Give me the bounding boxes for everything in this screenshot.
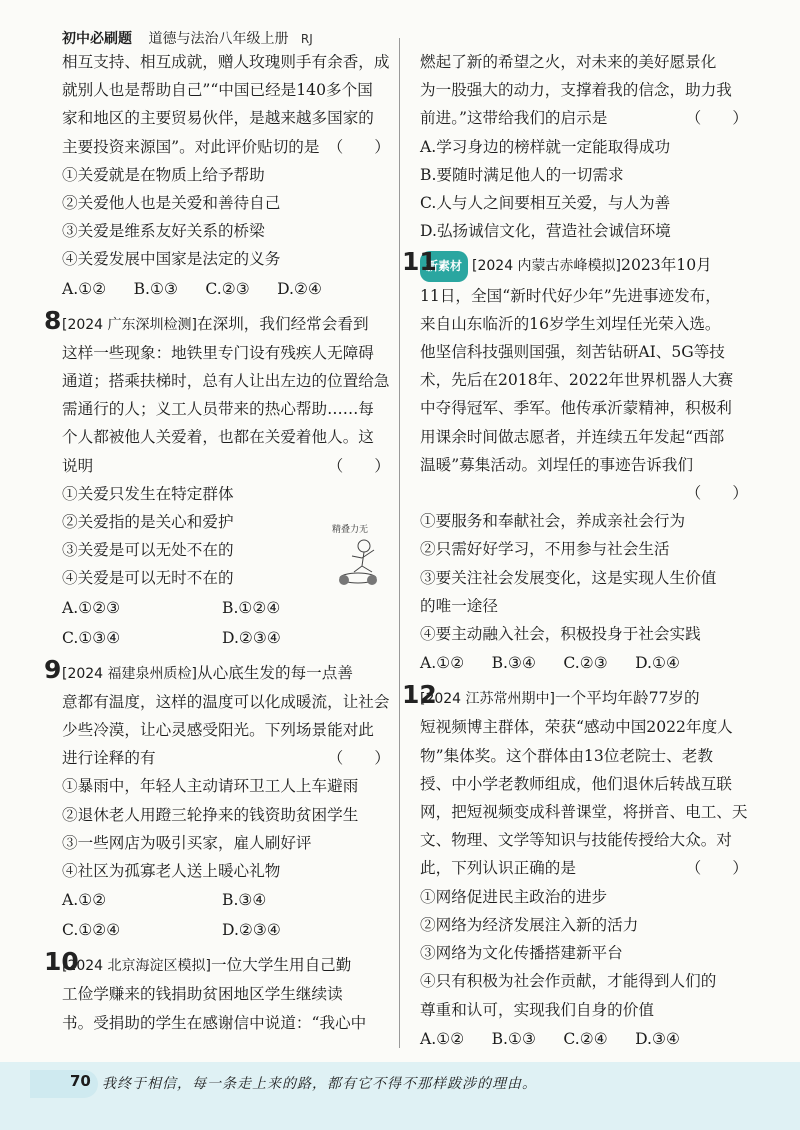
text-line: 燃起了新的希望之火，对未来的美好愿景化 <box>420 53 717 71</box>
answer-options <box>420 1024 680 1054</box>
text-line: 温暖”募集活动。刘埕任的事迹告诉我们 <box>420 455 694 474</box>
option-a: A.①② <box>62 891 107 910</box>
option-d: D.②③④ <box>222 921 281 940</box>
statement-item: ③一些网店为吸引买家，雇人刷好评 <box>62 833 312 852</box>
option-c: C.②③ <box>205 279 250 298</box>
statement-item: ③要关注社会发展变化，这是实现人生价值 <box>420 568 717 587</box>
source-tag: [2024 福建泉州质检] <box>62 665 198 682</box>
text-line: 物”集体奖。这个群体由13位老院士、老教 <box>420 746 713 765</box>
option-d: D.③④ <box>635 1029 680 1048</box>
answer-blank: （ ） <box>327 137 390 156</box>
statement-item: ①要服务和奉献社会，养成亲社会行为 <box>420 512 686 531</box>
answer-blank: （ ） <box>685 484 748 503</box>
option-a: A.①② <box>420 1029 465 1048</box>
statement-item: ④关爱发展中国家是法定的义务 <box>62 250 281 269</box>
answer-blank: （ ） <box>685 109 748 128</box>
question-9 <box>44 654 390 946</box>
text-line: 用课余时间做志愿者，并连续五年发起“西部 <box>420 427 725 446</box>
text-line: 主要投资来源国”。对此评价贴切的是 <box>62 137 320 156</box>
option-c: C.人与人之间要相互关爱，与人为善 <box>420 194 671 213</box>
source-tag: [2024 广东深圳检测] <box>62 316 198 333</box>
option-c: C.②④ <box>563 1029 608 1048</box>
question-10-continued <box>420 48 748 245</box>
statement-item: ②关爱他人也是关爱和善待自己 <box>62 194 281 213</box>
statement-item: ①网络促进民主政治的进步 <box>420 887 608 906</box>
text-line: 少些冷漠，让心灵感受阳光。下列场景能对此 <box>62 721 374 740</box>
source-tag: [2024 北京海淀区模拟] <box>62 958 212 975</box>
column-divider <box>399 38 400 1048</box>
statement-item: ③关爱是可以无处不在的 <box>62 541 234 560</box>
statement-item: ④关爱是可以无时不在的 <box>62 569 234 588</box>
answer-options <box>62 885 390 945</box>
text-line: 在深圳，我们经常会看到 <box>197 314 369 333</box>
right-column <box>402 48 748 1054</box>
text-line: 相互支持、相互成就，赠人玫瑰则手有余香，成 <box>62 53 390 71</box>
series-title: 初中必刷题 <box>62 31 132 47</box>
statement-item: ④只有积极为社会作贡献，才能得到人们的 <box>420 972 717 991</box>
text-line: 这样一些现象：地铁里专门设有残疾人无障碍 <box>62 343 374 362</box>
source-tag: [2024 内蒙古赤峰模拟] <box>472 258 622 275</box>
statement-item: 的唯一途径 <box>420 596 498 615</box>
page-footer <box>0 1062 800 1130</box>
option-d: D.②③④ <box>222 628 281 647</box>
question-number: 9 <box>44 654 62 684</box>
text-line: 前进。”这带给我们的启示是 <box>420 109 608 128</box>
text-line: 意都有温度，这样的温度可以化成暖流，让社会 <box>62 692 390 711</box>
text-line: 来自山东临沂的16岁学生刘埕任光荣入选。 <box>420 314 721 333</box>
statement-item: ②网络为经济发展注入新的活力 <box>420 915 639 934</box>
statement-item: ①关爱只发生在特定群体 <box>62 484 234 503</box>
statement-item: ③关爱是维系友好关系的桥梁 <box>62 222 265 241</box>
text-line: 中夺得冠军、季军。他传承沂蒙精神，积极利 <box>420 399 732 418</box>
answer-blank: （ ） <box>327 749 390 768</box>
text-line: 短视频博主群体，荣获“感动中国2022年度人 <box>420 718 733 737</box>
answer-options <box>420 648 680 678</box>
statement-item: ②关爱指的是关心和爱护 <box>62 513 234 532</box>
text-line: 家和地区的主要贸易伙伴，是越来越多国家的 <box>62 109 374 128</box>
option-d: D.①④ <box>635 654 680 673</box>
edition-label: RJ <box>300 32 313 46</box>
text-line: 个人都被他人关爱着，也都在关爱着他人。这 <box>62 428 374 447</box>
answer-blank: （ ） <box>685 859 748 878</box>
question-11 <box>402 247 748 678</box>
option-b: B.③④ <box>491 654 536 673</box>
sketch-caption: 精叠力无 <box>332 525 369 535</box>
text-line: 一位大学生用自己勤 <box>211 956 352 975</box>
option-a: A.①②③ <box>62 598 121 617</box>
option-d: D.弘扬诚信文化，营造社会诚信环境 <box>420 222 671 241</box>
option-a: A.学习身边的榜样就一定能取得成功 <box>420 137 671 156</box>
statement-item: ②退休老人用蹬三轮挣来的钱资助贫困学生 <box>62 805 359 824</box>
text-line: 2023年10月 <box>621 256 712 275</box>
question-7-continued <box>62 48 390 304</box>
option-c: C.①②④ <box>62 921 121 940</box>
text-line: 文、物理、文学等知识与技能传授给大众。对 <box>420 831 732 850</box>
text-line: 工俭学赚来的钱捐助贫困地区学生继续读 <box>62 985 343 1004</box>
text-line: 需通行的人；义工人员带来的热心帮助……每 <box>62 400 374 419</box>
statement-item: ④社区为孤寡老人送上暖心礼物 <box>62 862 281 881</box>
statement-item: ②只需好好学习，不用参与社会生活 <box>420 540 670 559</box>
statement-item: 尊重和认可，实现我们自身的价值 <box>420 1000 654 1019</box>
option-b: B.③④ <box>222 891 267 910</box>
text-line: 此，下列认识正确的是 <box>420 859 576 878</box>
source-tag: [2024 江苏常州期中] <box>420 691 556 708</box>
option-b: B.①③ <box>133 279 178 298</box>
option-a: A.①② <box>420 654 465 673</box>
option-d: D.②④ <box>277 279 322 298</box>
option-b: B.①③ <box>491 1029 536 1048</box>
answer-options <box>62 274 322 304</box>
text-line: 书。受捐助的学生在感谢信中说道：“我心中 <box>62 1013 367 1032</box>
text-line: 为一股强大的动力，支撑着我的信念，助力我 <box>420 81 732 100</box>
page-number: 70 <box>70 1072 91 1090</box>
statement-item: ①关爱就是在物质上给予帮助 <box>62 165 265 184</box>
text-line: 从心底生发的每一点善 <box>197 663 353 682</box>
question-number: 10 <box>44 947 79 977</box>
statement-item: ④要主动融入社会，积极投身于社会实践 <box>420 625 701 644</box>
text-line: 他坚信科技强则国强，刻苦钻研AI、5G等技 <box>420 343 725 362</box>
question-number: 8 <box>44 305 62 335</box>
text-line: 术，先后在2018年、2022年世界机器人大赛 <box>420 371 734 390</box>
option-a: A.①② <box>62 279 107 298</box>
footer-quote: 我终于相信，每一条走上来的路，都有它不得不那样跋涉的理由。 <box>102 1076 537 1092</box>
text-line: 11日，全国“新时代好少年”先进事迹发布， <box>420 286 721 305</box>
option-b: B.要随时满足他人的一切需求 <box>420 165 624 184</box>
question-12 <box>402 680 748 1053</box>
text-line: 进行诠释的有 <box>62 749 156 768</box>
answer-blank: （ ） <box>327 456 390 475</box>
question-8 <box>44 305 390 653</box>
text-line: 说明 <box>62 456 94 475</box>
answer-options <box>62 593 390 653</box>
text-line: 就别人也是帮助自己”“中国已经是140多个国 <box>62 81 373 100</box>
text-line: 一个平均年龄77岁的 <box>555 689 700 708</box>
option-c: C.②③ <box>563 654 608 673</box>
question-number: 12 <box>402 680 437 710</box>
statement-item: ③网络为文化传播搭建新平台 <box>420 944 623 963</box>
subject-title: 道德与法治八年级上册 <box>148 31 289 47</box>
text-line: 授、中小学老教师组成，他们退休后转战互联 <box>420 774 732 793</box>
option-b: B.①②④ <box>222 598 281 617</box>
text-line: 网，把短视频变成科普课堂，将拼音、电工、天 <box>420 803 748 822</box>
new-material-badge: 新素材 <box>420 251 468 281</box>
question-10 <box>44 947 390 1037</box>
option-c: C.①③④ <box>62 628 121 647</box>
cartoon-sketch <box>328 520 386 588</box>
text-line: 通道；搭乘扶梯时，总有人让出左边的位置给急 <box>62 372 390 391</box>
question-number: 11 <box>402 247 437 277</box>
statement-item: ①暴雨中，年轻人主动请环卫工人上车避雨 <box>62 777 359 796</box>
